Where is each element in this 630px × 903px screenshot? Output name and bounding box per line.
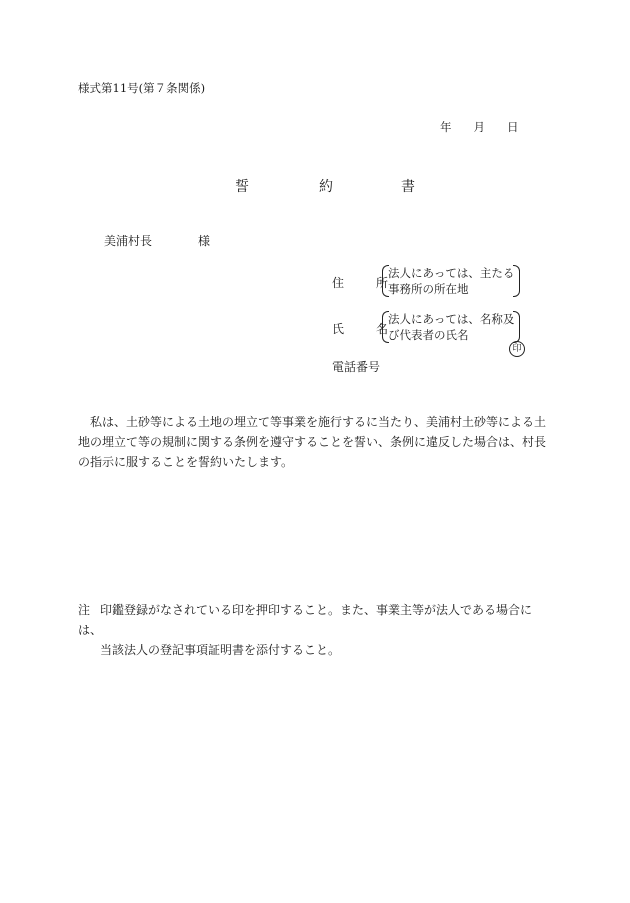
seal-mark: 印 <box>509 341 525 357</box>
name-note-line1: 法人にあっては、名称及 <box>388 312 515 326</box>
date-year: 年 <box>440 120 452 134</box>
footnote-line2: 当該法人の登記事項証明書を添付すること。 <box>100 643 341 657</box>
date-day: 日 <box>507 120 519 134</box>
name-note <box>382 311 520 343</box>
addressee-name: 美浦村長 <box>104 234 153 248</box>
title-char-3: 書 <box>401 179 415 195</box>
address-note-line2: 事務所の所在地 <box>388 282 469 296</box>
document-title <box>235 176 415 196</box>
footnote-line1 <box>78 600 550 640</box>
name-label: 氏 名 <box>332 322 389 336</box>
pledge-body: 私は、土砂等による土地の埋立て等事業を施行するに当たり、美浦村土砂等による土地の埋立て等の規制に関する条例を遵守することを誓い、条例に違反した場合は、村長の指示に服することを誓約いたします。 <box>78 415 547 469</box>
title-char-1: 誓 <box>235 179 249 195</box>
address-note <box>382 265 520 297</box>
addressee-honorific: 様 <box>198 234 211 248</box>
form-number: 様式第11号(第７条関係) <box>78 81 206 95</box>
addressee <box>104 232 210 249</box>
title-char-2: 約 <box>319 179 333 195</box>
date-line <box>440 119 519 135</box>
phone-label: 電話番号 <box>332 360 381 374</box>
name-note-line2: び代表者の氏名 <box>388 328 469 342</box>
footnote-head: 注 <box>78 603 91 617</box>
date-month: 月 <box>473 120 485 134</box>
footnote-text-1: 印鑑登録がなされている印を押印すること。また、事業主等が法人である場合には、 <box>78 603 533 637</box>
address-label: 住 所 <box>332 276 389 290</box>
address-note-line1: 法人にあっては、主たる <box>388 266 515 280</box>
footnote <box>78 600 550 660</box>
